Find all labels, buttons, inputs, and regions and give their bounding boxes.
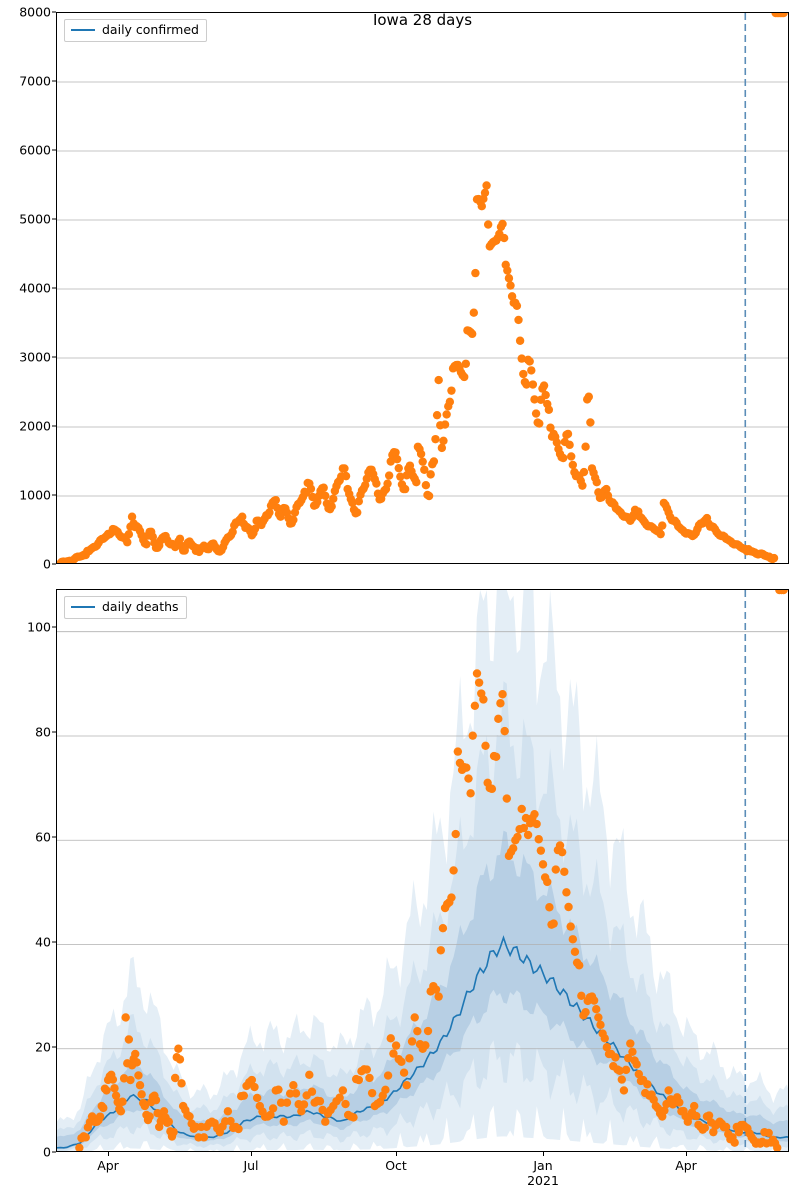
bot-ytick-20: 20 [35,1039,51,1055]
top-ytick-4000: 4000 [19,280,51,296]
bottom-panel [27,589,789,1188]
top-ytickmark-1000 [52,495,56,496]
bot-ytickmark-60 [52,837,56,838]
top-ytick-7000: 7000 [19,73,51,89]
bot-ytick-0: 0 [43,1144,51,1160]
bot-ytickmark-20 [52,1047,56,1048]
bot-ytick-100: 100 [27,619,51,635]
bot-ytick-40: 40 [35,934,51,950]
top-ytick-6000: 6000 [19,142,51,158]
xtickmark-jul-2020 [251,1152,252,1156]
top-ytickmark-0 [52,564,56,565]
chart-title: Iowa 28 days [372,11,473,29]
bot-ytickmark-40 [52,942,56,943]
top-ytick-8000: 8000 [19,4,51,20]
top-ytick-0: 0 [43,556,51,572]
xtick-year-2021: 2021 [527,1173,559,1188]
top-ytick-2000: 2000 [19,418,51,434]
xtickmark-apr-2020 [108,1152,109,1156]
top-ytick-3000: 3000 [19,349,51,365]
top-ytickmark-5000 [52,219,56,220]
xtick-jul-2020: Jul [243,1158,259,1173]
top-ytickmark-3000 [52,357,56,358]
top-ytickmark-7000 [52,81,56,82]
xtick-jan-2021: Jan [533,1158,553,1173]
legend-label-daily-confirmed: daily confirmed [102,22,199,37]
xtick-apr-2020: Apr [97,1158,119,1173]
top-ytickmark-6000 [52,150,56,151]
xtick-oct-2020: Oct [385,1158,407,1173]
legend-daily-deaths [64,596,187,619]
bot-ytickmark-100 [52,627,56,628]
xtickmark-oct-2020 [396,1152,397,1156]
bot-ytick-80: 80 [35,724,51,740]
top-panel [19,4,789,572]
top-panel-frame [56,12,789,564]
top-ytick-1000: 1000 [19,487,51,503]
top-ytick-5000: 5000 [19,211,51,227]
xtickmark-apr-2021 [686,1152,687,1156]
xtick-apr-2021: Apr [675,1158,697,1173]
top-panel-plot [57,13,789,564]
bot-ytick-60: 60 [35,829,51,845]
legend-line-swatch [71,29,95,31]
legend-daily-confirmed [64,19,207,42]
bot-ytickmark-80 [52,732,56,733]
bot-ytickmark-0 [52,1152,56,1153]
legend-line-swatch [71,606,95,608]
top-ytickmark-4000 [52,288,56,289]
bottom-panel-plot [57,590,789,1152]
bottom-panel-frame [56,589,789,1152]
legend-label-daily-deaths: daily deaths [102,599,179,614]
top-ytickmark-2000 [52,426,56,427]
